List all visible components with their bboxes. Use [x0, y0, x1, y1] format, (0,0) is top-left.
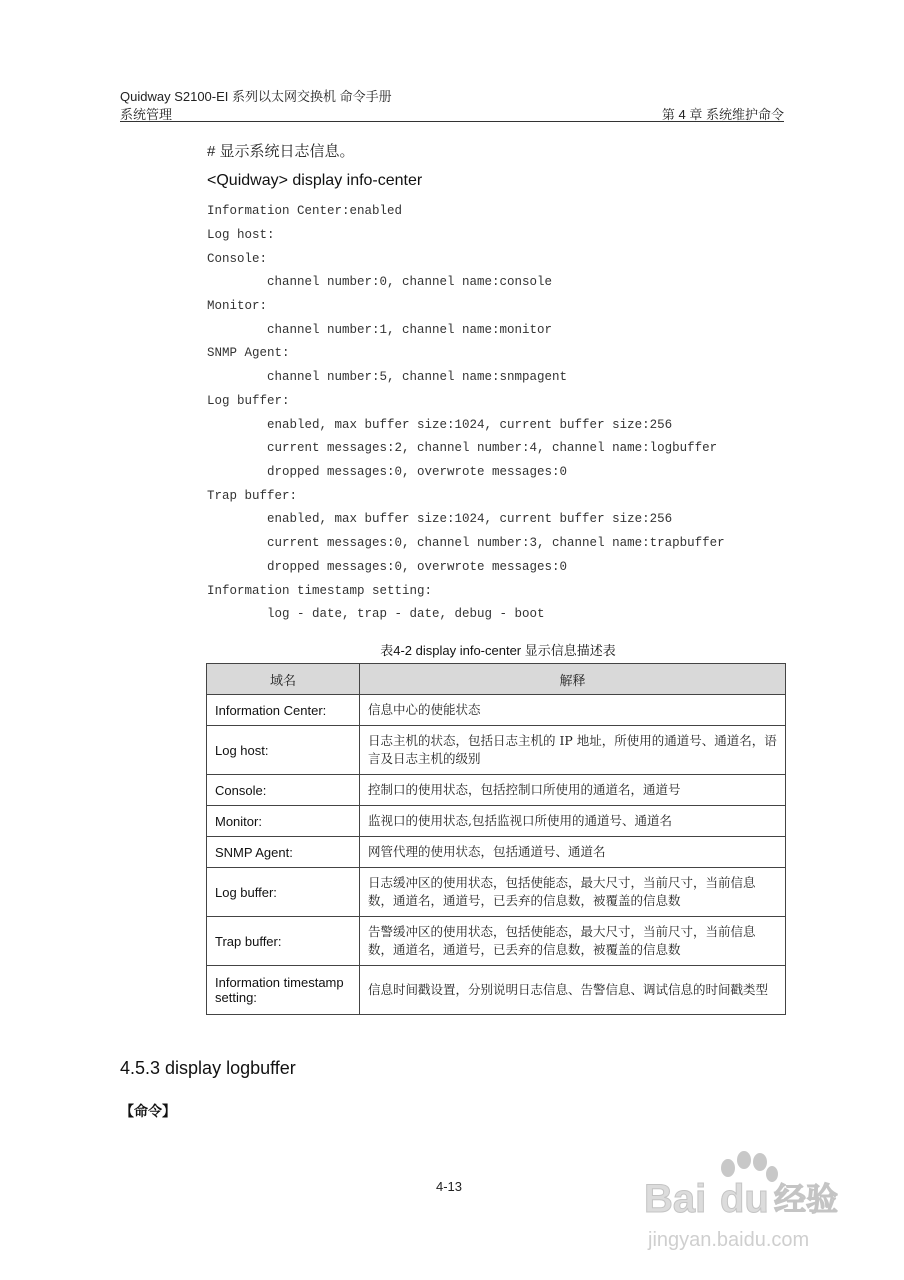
field-name: Trap buffer: — [207, 917, 360, 966]
output-line: Log host: — [207, 228, 275, 242]
field-name: Information timestamp setting: — [207, 966, 360, 1015]
command-subheading: 【命令】 — [120, 1103, 176, 1119]
output-line: Information Center:enabled — [207, 204, 403, 218]
output-line: SNMP Agent: — [207, 346, 290, 360]
output-line: enabled, max buffer size:1024, current buffer size:256 — [207, 512, 673, 526]
table-row — [207, 726, 786, 775]
table-row — [207, 837, 786, 868]
watermark-cn: 经验 — [774, 1180, 839, 1218]
field-name: Information Center: — [207, 695, 360, 726]
output-line: Monitor: — [207, 299, 268, 313]
output-line: channel number:5, channel name:snmpagent — [207, 370, 568, 384]
field-name: Log host: — [207, 726, 360, 775]
output-line: channel number:0, channel name:console — [207, 275, 553, 289]
field-description: 日志主机的状态，包括日志主机的 IP 地址，所使用的通道号、通道名，语言及日志主机的级别 — [360, 726, 786, 775]
output-line: current messages:2, channel number:4, channel name:logbuffer — [207, 441, 718, 455]
output-line: dropped messages:0, overwrote messages:0 — [207, 560, 568, 574]
field-description: 告警缓冲区的使用状态，包括使能态，最大尺寸，当前尺寸，当前信息数，通道名，通道号，已丢弃的信息数，被覆盖的信息数 — [360, 917, 786, 966]
section-left: 系统管理 — [120, 107, 173, 122]
command-line: <Quidway> display info-center — [207, 172, 423, 189]
field-name: Monitor: — [207, 806, 360, 837]
table-row — [207, 868, 786, 917]
output-line: enabled, max buffer size:1024, current buffer size:256 — [207, 418, 673, 432]
table-row — [207, 966, 786, 1015]
column-header-description: 解释 — [360, 664, 786, 695]
table-caption — [0, 640, 904, 659]
table-row — [207, 806, 786, 837]
table-row — [207, 917, 786, 966]
watermark-brand-tail: du — [720, 1177, 769, 1221]
baidu-jingyan-watermark — [636, 1138, 866, 1264]
field-description: 日志缓冲区的使用状态，包括使能态，最大尺寸，当前尺寸，当前信息数，通道名，通道号，已丢弃的信息数，被覆盖的信息数 — [360, 868, 786, 917]
output-line: current messages:0, channel number:3, channel name:trapbuffer — [207, 536, 725, 550]
field-description: 信息时间戳设置，分别说明日志信息、告警信息、调试信息的时间戳类型 — [360, 966, 786, 1015]
table-row — [207, 695, 786, 726]
output-line: log - date, trap - date, debug - boot — [207, 607, 545, 621]
table-row — [207, 775, 786, 806]
page-number: 4-13 — [436, 1179, 463, 1194]
output-line: channel number:1, channel name:monitor — [207, 323, 553, 337]
field-name: Log buffer: — [207, 868, 360, 917]
output-line: Console: — [207, 252, 268, 266]
field-description: 控制口的使用状态，包括控制口所使用的通道名，通道号 — [360, 775, 786, 806]
output-line: dropped messages:0, overwrote messages:0 — [207, 465, 568, 479]
section-heading: 4.5.3 display logbuffer — [120, 1058, 296, 1078]
info-center-table — [206, 663, 786, 1015]
column-header-field: 域名 — [207, 664, 360, 695]
field-description: 监视口的使用状态,包括监视口所使用的通道号、通道名 — [360, 806, 786, 837]
field-description: 信息中心的使能状态 — [360, 695, 786, 726]
header-divider — [120, 121, 784, 122]
watermark-brand: Bai — [644, 1177, 707, 1221]
doc-title: Quidway S2100-EI 系列以太网交换机 命令手册 — [120, 89, 392, 104]
field-name: SNMP Agent: — [207, 837, 360, 868]
table-header-row — [207, 664, 786, 695]
watermark-url: jingyan.baidu.com — [648, 1229, 810, 1251]
field-description: 网管代理的使用状态，包括通道号、通道名 — [360, 837, 786, 868]
output-line: Log buffer: — [207, 394, 290, 408]
intro-text: # 显示系统日志信息。 — [207, 143, 355, 160]
output-line: Information timestamp setting: — [207, 584, 433, 598]
field-name: Console: — [207, 775, 360, 806]
output-line: Trap buffer: — [207, 489, 298, 503]
chapter-title: 第 4 章 系统维护命令 — [661, 107, 784, 122]
table-caption-text: 表4-2 display info-center 显示信息描述表 — [380, 643, 616, 658]
